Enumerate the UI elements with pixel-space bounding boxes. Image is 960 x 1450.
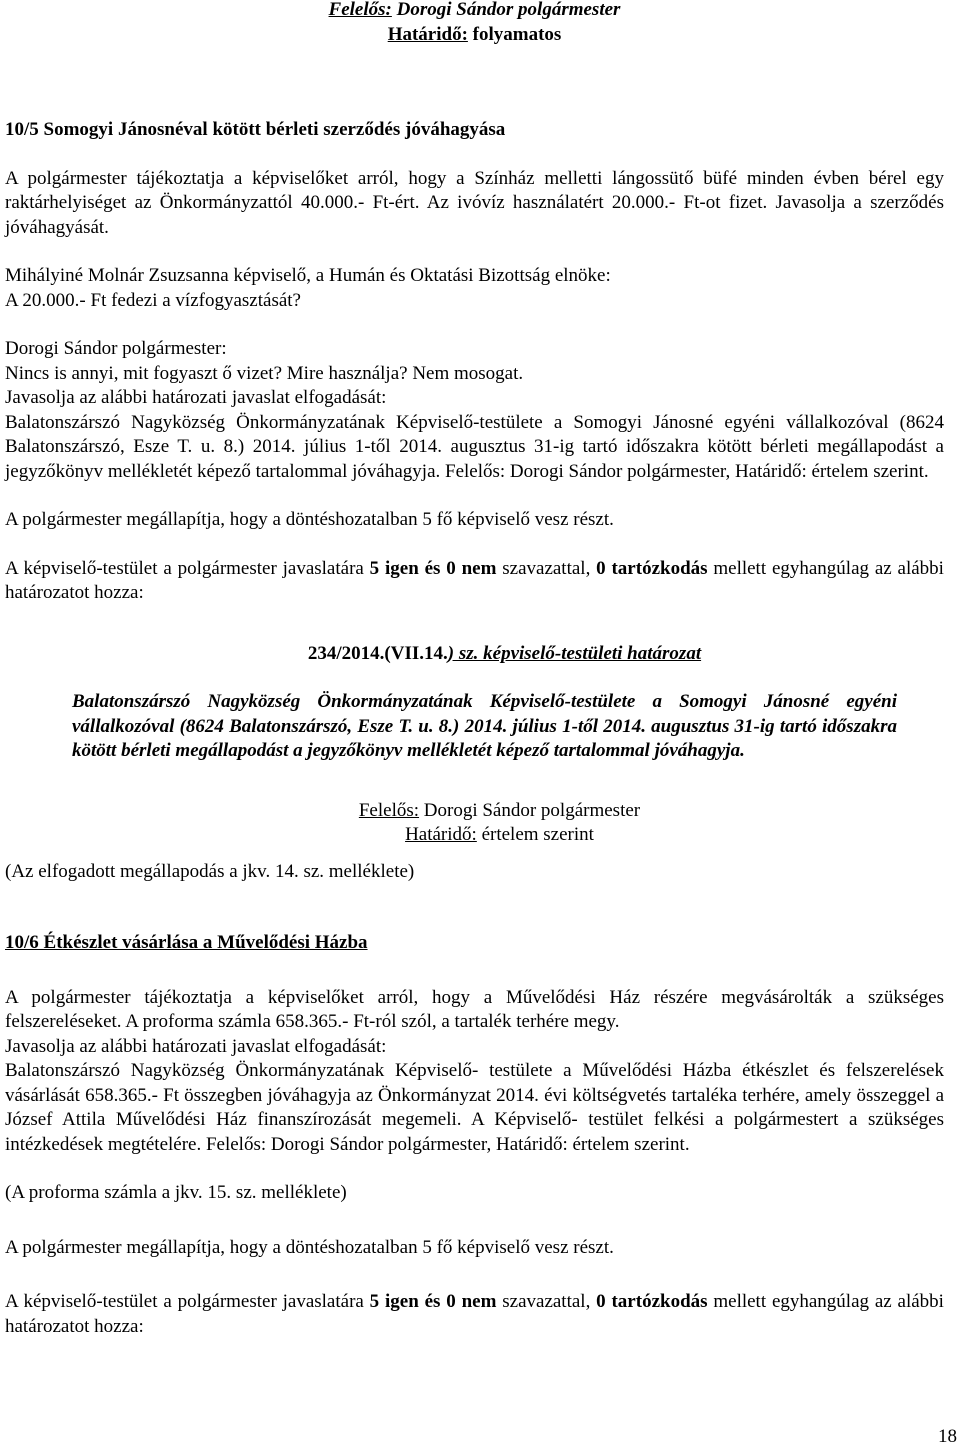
s1-intro-paragraph: A polgármester tájékoztatja a képviselőket arról, hogy a Színház melletti lángossütő büfé minden évben bérel egy raktárhelyiséget az Önkormányzattól 40.000.- Ft-ért. Az ivóvíz használatért 20.000.- Ft-ot fizet. Javasolja a szerződés jóváhagyását.	[5, 167, 944, 238]
s2-proposal-intro: Javasolja az alábbi határozati javaslat elfogadását:	[5, 1035, 387, 1057]
document-page	[5, 0, 944, 1339]
header-responsible: Felelős: Dorogi Sándor polgármester	[328, 0, 621, 20]
header-deadline: Határidő: folyamatos	[387, 23, 562, 45]
resolution-text: Balatonszárszó Nagyközség Önkormányzatának Képviselő-testülete a Somogyi Jánosné egyéni vállalkozóval (8624 Balatonszárszó, Esze T. u. 8.) 2014. július 1-től 2014. augusztus 31-ig tartó időszakra kötött bérleti megállapodást a jegyzőkönyv mellékletét képező tartalommal jóváhagyja.	[72, 691, 897, 761]
s1-annex-note: (Az elfogadott megállapodás a jkv. 14. sz. melléklete)	[5, 860, 415, 882]
s2-vote: A képviselő-testület a polgármester javaslatára 5 igen és 0 nem szavazattal, 0 tartózkodás mellett egyhangúlag az alábbi határozatot hozza:	[5, 1291, 944, 1337]
s1-answer-text: Nincs is annyi, mit fogyaszt ő vizet? Mire használja? Nem mosogat.	[5, 362, 524, 384]
s1-vote: A képviselő-testület a polgármester javaslatára 5 igen és 0 nem szavazattal, 0 tartózkodás mellett egyhangúlag az alábbi határozatot hozza:	[5, 557, 944, 603]
s2-annex-note: (A proforma számla a jkv. 15. sz. melléklete)	[5, 1182, 347, 1203]
section-title-10-5: 10/5 Somogyi Jánosnéval kötött bérleti szerződés jóváhagyása	[5, 119, 506, 140]
s1-proposal-intro: Javasolja az alábbi határozati javaslat elfogadását:	[5, 387, 387, 408]
s1-question-speaker: Mihályiné Molnár Zsuzsanna képviselő, a Humán és Oktatási Bizottság elnöke:	[5, 265, 611, 286]
s2-quorum: A polgármester megállapítja, hogy a döntéshozatalban 5 fő képviselő vesz részt.	[5, 1236, 614, 1258]
resolution-number: 234/2014.(VII.14.) sz. képviselő-testületi határozat	[307, 642, 702, 664]
s1-question-text: A 20.000.- Ft fedezi a vízfogyasztását?	[5, 289, 301, 311]
page-number: 18	[938, 1426, 957, 1447]
s2-intro-paragraph: A polgármester tájékoztatja a képviselőket arról, hogy a Művelődési Ház részére megvásárolták a szükséges felszereléseket. A proforma számla 658.365.- Ft-ról szól, a tartalék terhére megy.	[5, 986, 944, 1032]
s2-proposal-text: Balatonszárszó Nagyközség Önkormányzatának Képviselő- testülete a Művelődési Házba étkészlet és felszerelések vásárlását 658.365.- Ft összegben jóváhagyja az Önkormányzat 2014. évi költségvetés tartaléka terhére, amely összeggel a József Attila Művelődési Ház finanszírozását megemeli. A Képviselő- testület felkési a polgármestert a szükséges intézkedések megtételére. Felelős: Dorogi Sándor polgármester, Határidő: értelem szerint.	[5, 1060, 944, 1155]
resolution-responsible: Felelős: Dorogi Sándor polgármester	[358, 799, 641, 821]
s1-answer-speaker: Dorogi Sándor polgármester:	[5, 338, 227, 359]
s1-quorum: A polgármester megállapítja, hogy a döntéshozatalban 5 fő képviselő vesz részt.	[5, 509, 614, 530]
section-title-10-6: 10/6 Étkészlet vásárlása a Művelődési Házba	[5, 932, 368, 953]
s1-proposal-text: Balatonszárszó Nagyközség Önkormányzatának Képviselő-testülete a Somogyi Jánosné egyéni vállalkozóval (8624 Balatonszárszó, Esze T. u. 8.) 2014. július 1-től 2014. augusztus 31-ig tartó időszakra kötött bérleti megállapodást a jegyzőkönyv mellékletét képező tartalommal jóváhagyja. Felelős: Dorogi Sándor polgármester, Határidő: értelem szerint.	[5, 411, 944, 482]
resolution-deadline: Határidő: értelem szerint	[405, 824, 594, 845]
